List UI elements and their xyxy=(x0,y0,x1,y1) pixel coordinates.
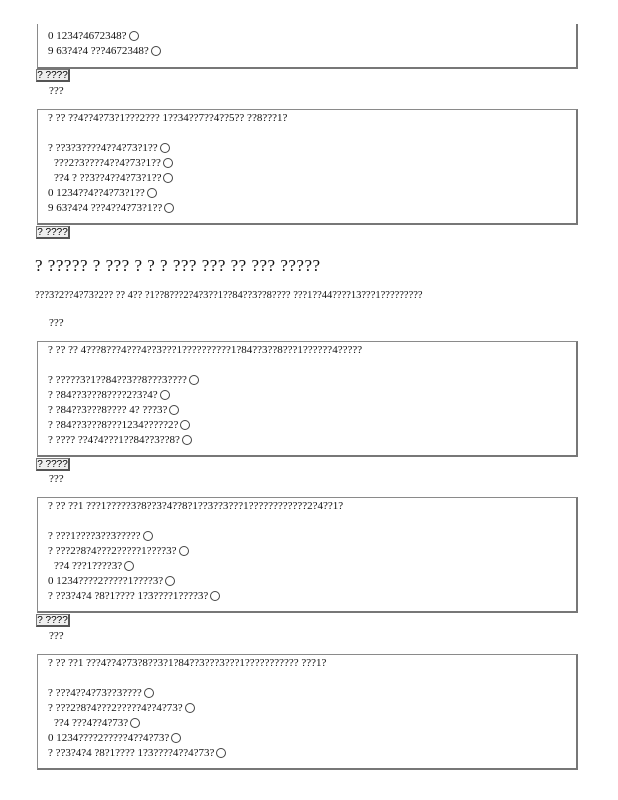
question-box-1 xyxy=(37,109,578,225)
radio-button[interactable] xyxy=(171,733,181,743)
option-label: ? ???? ??4?4???1??84??3??8? xyxy=(48,434,180,446)
question-box-4 xyxy=(37,654,578,770)
option-row[interactable] xyxy=(48,404,179,416)
radio-button[interactable] xyxy=(163,158,173,168)
option-row[interactable] xyxy=(48,434,192,446)
option-label: ? ???4??4?73??3???? xyxy=(48,687,142,699)
option-label: ? ???2?8?4???2?????4??4?73? xyxy=(48,702,183,714)
option-row[interactable] xyxy=(48,530,153,542)
option-row[interactable] xyxy=(48,702,195,714)
option-label: ??4 ???4??4?73? xyxy=(54,717,129,729)
radio-button[interactable] xyxy=(160,390,170,400)
option-label: ? ??3?4?4 ?8?1???? 1?3????4??4?73? xyxy=(48,747,215,759)
question-box-3 xyxy=(37,497,578,613)
result-label: ??? xyxy=(49,85,64,97)
option-label: 9 63?4?4 ???4??4?73?1?? xyxy=(48,202,163,214)
option-label: ? ???2?8?4???2?????1????3? xyxy=(48,545,177,557)
result-label: ??? xyxy=(49,630,64,642)
radio-button[interactable] xyxy=(180,420,190,430)
section-heading: ? ????? ? ??? ? ? ? ??? ??? ?? ??? ????? xyxy=(35,256,321,275)
radio-button[interactable] xyxy=(143,531,153,541)
result-label: ??? xyxy=(49,317,64,329)
option-label: ??4 ???1????3? xyxy=(54,560,123,572)
option-row[interactable] xyxy=(48,687,154,699)
radio-button[interactable] xyxy=(160,143,170,153)
radio-button[interactable] xyxy=(129,31,139,41)
option-label: 0 1234????2?????4??4?73? xyxy=(48,732,170,744)
radio-button[interactable] xyxy=(210,591,220,601)
option-label: ??4 ? ??3??4??4?73?1?? xyxy=(54,172,162,184)
option-label: ? ???1????3??3????? xyxy=(48,530,141,542)
radio-button[interactable] xyxy=(144,688,154,698)
radio-button[interactable] xyxy=(182,435,192,445)
option-row[interactable] xyxy=(48,590,220,602)
option-row[interactable] xyxy=(48,545,189,557)
option-label: ? ?84??3???8???? 4? ???3? xyxy=(48,404,168,416)
option-row[interactable] xyxy=(48,389,170,401)
radio-button[interactable] xyxy=(147,188,157,198)
option-label: 0 1234?4672348? xyxy=(48,30,127,42)
option-label: 0 1234????2?????1????3? xyxy=(48,575,164,587)
option-label: ? ??3?3????4??4?73?1?? xyxy=(48,142,158,154)
option-label: ? ?84??3???8???1234?????2? xyxy=(48,419,179,431)
option-label: ? ?????3?1??84??3??8???3???? xyxy=(48,374,187,386)
radio-button[interactable] xyxy=(185,703,195,713)
option-row[interactable] xyxy=(48,575,175,587)
option-row[interactable] xyxy=(54,157,173,169)
question-text: ? ?? ??4??4?73?1???2??? 1??34??7??4??5?? ??8???1? xyxy=(48,112,288,124)
option-row[interactable] xyxy=(48,45,161,57)
radio-button[interactable] xyxy=(151,46,161,56)
result-label: ??? xyxy=(49,473,64,485)
radio-button[interactable] xyxy=(165,576,175,586)
submit-button[interactable]: ? ???? xyxy=(36,614,70,627)
option-row[interactable] xyxy=(48,747,226,759)
option-row[interactable] xyxy=(48,374,199,386)
option-label: ???2?3????4??4?73?1?? xyxy=(54,157,161,169)
option-row[interactable] xyxy=(48,202,174,214)
radio-button[interactable] xyxy=(164,203,174,213)
question-box-2 xyxy=(37,341,578,457)
radio-button[interactable] xyxy=(216,748,226,758)
option-row[interactable] xyxy=(54,717,140,729)
option-label: ? ??3?4?4 ?8?1???? 1?3????1????3? xyxy=(48,590,209,602)
radio-button[interactable] xyxy=(179,546,189,556)
option-label: 0 1234??4??4?73?1?? xyxy=(48,187,145,199)
radio-button[interactable] xyxy=(189,375,199,385)
option-row[interactable] xyxy=(48,142,170,154)
submit-button[interactable]: ? ???? xyxy=(36,69,70,82)
radio-button[interactable] xyxy=(169,405,179,415)
radio-button[interactable] xyxy=(163,173,173,183)
option-row[interactable] xyxy=(54,560,134,572)
submit-button[interactable]: ? ???? xyxy=(36,458,70,471)
question-text: ? ?? ??1 ???1?????3?8??3?4??8?1??3??3???1????????????2?4??1? xyxy=(48,500,344,512)
question-text: ? ?? ?? 4???8???4???4??3???1??????????1?84??3??8???1??????4????? xyxy=(48,344,363,356)
option-row[interactable] xyxy=(54,172,173,184)
radio-button[interactable] xyxy=(124,561,134,571)
question-text: ? ?? ??1 ???4??4?73?8??3?1?84??3???3???1??????????? ???1? xyxy=(48,657,327,669)
option-row[interactable] xyxy=(48,732,181,744)
question-box-0 xyxy=(37,24,578,69)
option-row[interactable] xyxy=(48,187,157,199)
option-row[interactable] xyxy=(48,419,190,431)
option-row[interactable] xyxy=(48,30,139,42)
submit-button[interactable]: ? ???? xyxy=(36,226,70,239)
option-label: 9 63?4?4 ???4672348? xyxy=(48,45,149,57)
section-paragraph: ???3?2??4?73?2?? ?? 4?? ?1??8???2?4?3??1??84??3??8???? ???1??44????13???1????????? xyxy=(35,290,423,301)
radio-button[interactable] xyxy=(130,718,140,728)
option-label: ? ?84??3???8????2?3?4? xyxy=(48,389,158,401)
